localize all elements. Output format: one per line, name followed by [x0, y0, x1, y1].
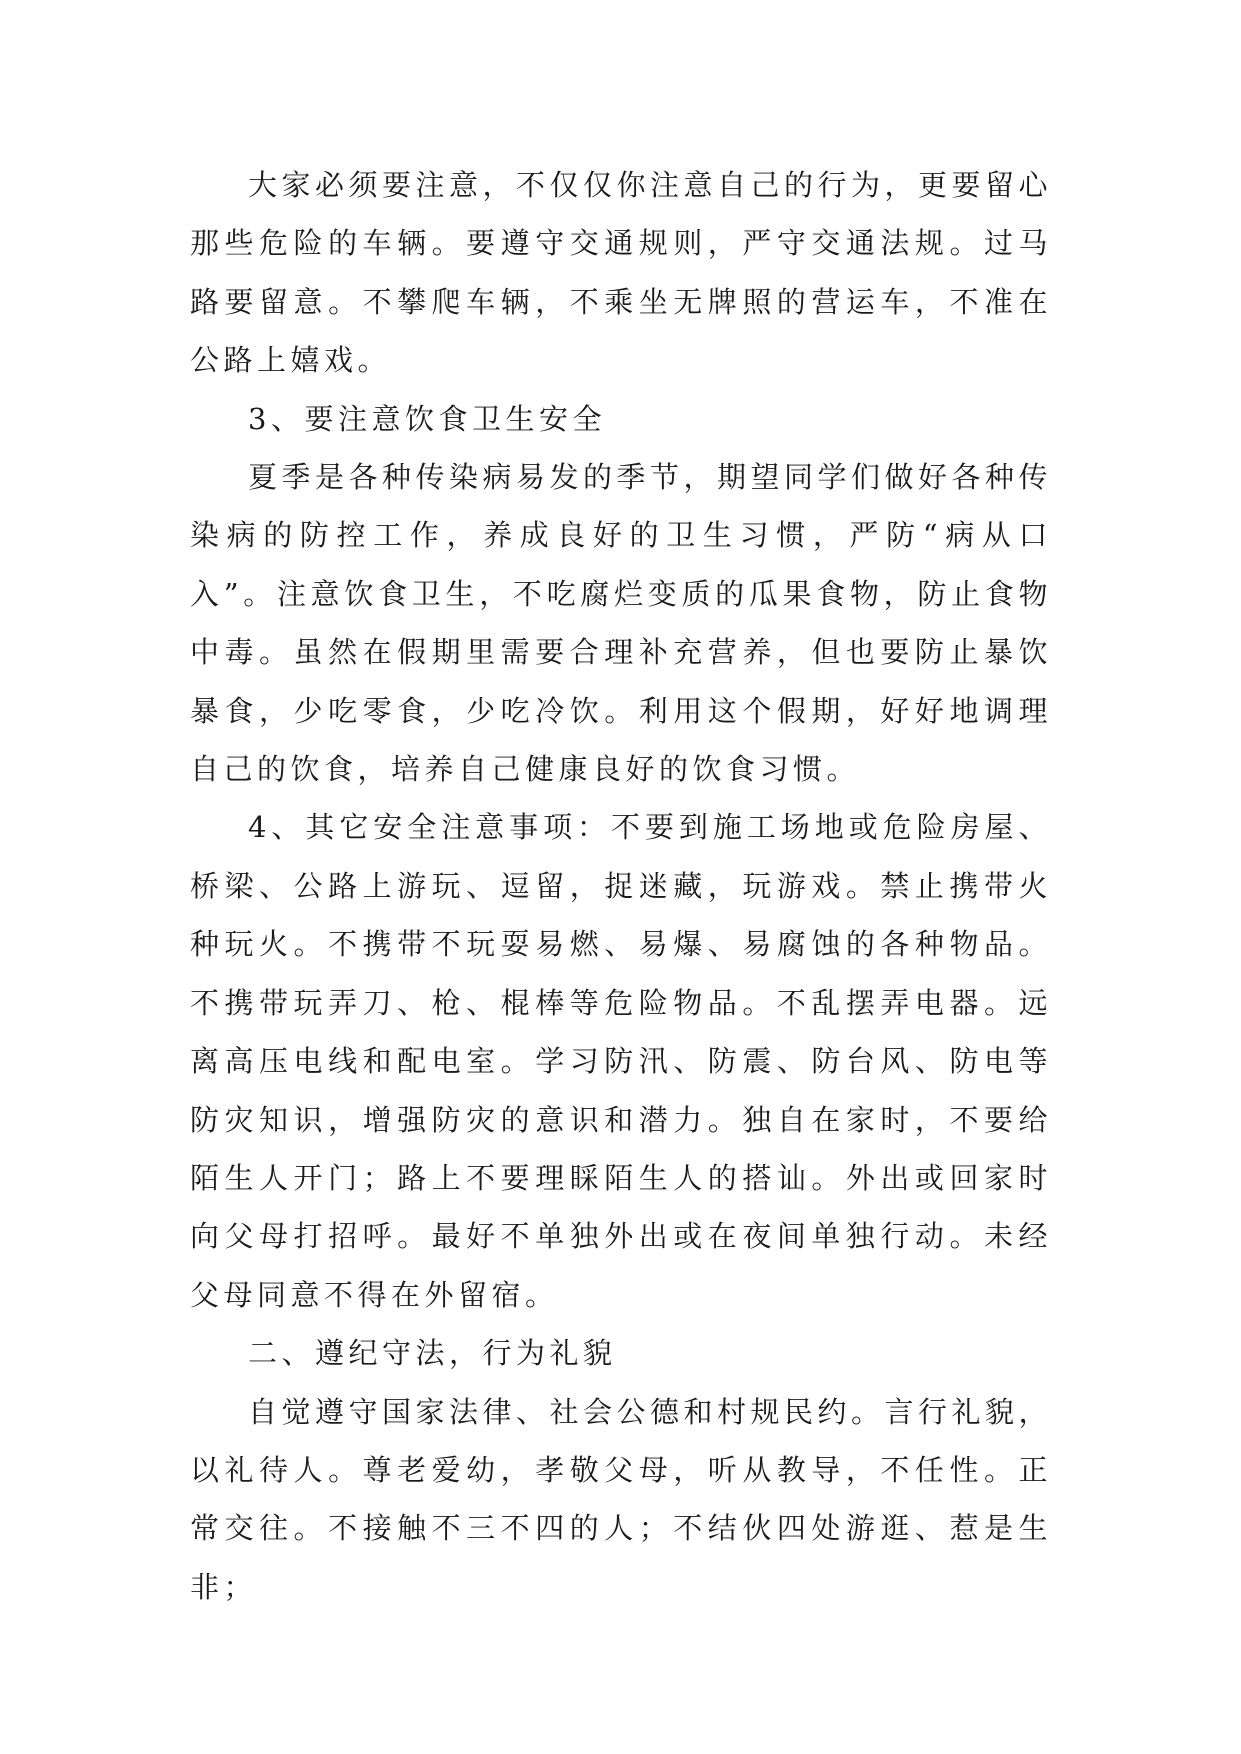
- heading-law-courtesy: 二、遵纪守法，行为礼貌: [248, 1336, 617, 1371]
- paragraph-other-safety: 4、其它安全注意事项：不要到施工场地或危险房屋、桥梁、公路上游玩、逗留，捉迷藏，玩游戏。禁止携带火种玩火。不携带不玩耍易燃、易爆、易腐蚀的各种物品。不携带玩弄刀、枪、棍棒等危险物品。不乱摆弄电器。远离高压电线和配电室。学习防汛、防震、防台风、防电等防灾知识，增强防灾的意识和潜力。独自在家时，不要给陌生人开门；路上不要理睬陌生人的搭讪。外出或回家时向父母打招呼。最好不单独外出或在夜间单独行动。未经父母同意不得在外留宿。: [190, 810, 1052, 1312]
- document-body: [190, 156, 1052, 1616]
- heading-food-safety: 3、要注意饮食卫生安全: [248, 401, 606, 436]
- paragraph-law-courtesy: 自觉遵守国家法律、社会公德和村规民约。言行礼貌，以礼待人。尊老爱幼，孝敬父母，听从教导，不任性。正常交往。不接触不三不四的人；不结伙四处游逛、惹是生非；: [190, 1394, 1053, 1604]
- paragraph-traffic-safety: 大家必须要注意，不仅仅你注意自己的行为，更要留心那些危险的车辆。要遵守交通规则，严守交通法规。过马路要留意。不攀爬车辆，不乘坐无牌照的营运车，不准在公路上嬉戏。: [190, 168, 1053, 378]
- paragraph-food-safety: 夏季是各种传染病易发的季节，期望同学们做好各种传染病的防控工作，养成良好的卫生习惯，严防“病从口入”。注意饮食卫生，不吃腐烂变质的瓜果食物，防止食物中毒。虽然在假期里需要合理补充营养，但也要防止暴饮暴食，少吃零食，少吃冷饮。利用这个假期，好好地调理自己的饮食，培养自己健康良好的饮食习惯。: [190, 460, 1053, 787]
